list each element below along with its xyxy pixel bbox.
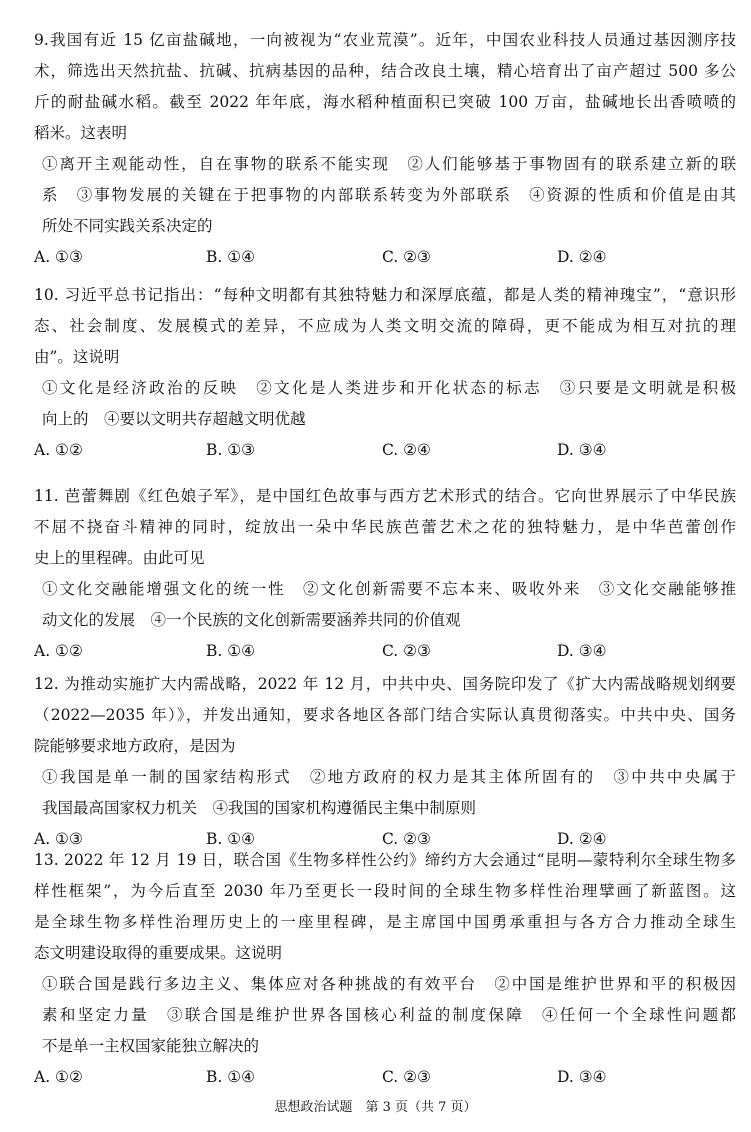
choice-a[interactable]: A. ①③ — [34, 248, 83, 266]
choice-b[interactable]: B. ①④ — [206, 642, 256, 660]
choice-d[interactable]: D. ③④ — [557, 1068, 607, 1086]
stem-line: 态文明建设取得的重要成果。这说明 — [34, 944, 283, 962]
stem-line: （2022—2035 年）》，并发出通知，要求各地区各部门结合实际认真贯彻落实。中共中央、国务 — [34, 706, 736, 724]
stem-line: 态、社会制度、发展模式的差异，不应成为人类文明交流的障碍，更不能成为相互对抗的理 — [34, 317, 736, 335]
choice-b[interactable]: B. ①③ — [206, 441, 256, 459]
option-line: 素和坚定力量 ③联合国是维护世界各国核心利益的制度保障 ④任何一个全球性问题都 — [42, 1006, 736, 1024]
stem-line: 样性框架”，为今后直至 2030 年乃至更长一段时间的全球生物多样性治理擘画了新蓝图。这 — [34, 882, 736, 900]
choice-b[interactable]: B. ①④ — [206, 248, 256, 266]
stem-line: 不屈不挠奋斗精神的同时，绽放出一朵中华民族芭蕾艺术之花的独特魅力，是中华芭蕾创作 — [34, 518, 736, 536]
question-12 — [34, 669, 736, 855]
choice-a[interactable]: A. ①③ — [34, 830, 83, 848]
option-line: ①文化是经济政治的反映 ②文化是人类进步和开化状态的标志 ③只要是文明就是积极 — [42, 379, 736, 397]
choice-d[interactable]: D. ②④ — [557, 830, 607, 848]
option-line: 动文化的发展 ④一个民族的文化创新需要涵养共同的价值观 — [42, 611, 461, 629]
option-line: 向上的 ④要以文明共存超越文明优越 — [42, 410, 306, 428]
option-line: ①文化交融能增强文化的统一性 ②文化创新需要不忘本来、吸收外来 ③文化交融能够推 — [42, 580, 736, 598]
stem-line: 由”。这说明 — [34, 348, 120, 366]
choice-d[interactable]: D. ②④ — [557, 248, 607, 266]
choice-c[interactable]: C. ②④ — [382, 441, 431, 459]
choice-b[interactable]: B. ①④ — [206, 1068, 256, 1086]
question-11 — [34, 481, 736, 667]
option-line: 所处不同实践关系决定的 — [42, 217, 213, 235]
question-stem — [34, 669, 736, 762]
choice-c[interactable]: C. ②③ — [382, 248, 431, 266]
stem-line: 斤的耐盐碱水稻。截至 2022 年年底，海水稻种植面积已突破 100 万亩，盐碱地长出香喷喷的 — [34, 93, 736, 111]
statement-options — [34, 373, 736, 435]
stem-line: 9.我国有近 15 亿亩盐碱地，一向被视为“农业荒漠”。近年，中国农业科技人员通过基因测序技 — [34, 31, 736, 49]
choice-d[interactable]: D. ③④ — [557, 441, 607, 459]
statement-options — [34, 969, 736, 1062]
choice-c[interactable]: C. ②③ — [382, 1068, 431, 1086]
stem-line: 是全球生物多样性治理历史上的一座里程碑，是主席国中国勇承重担与各方合力推动全球生 — [34, 913, 736, 931]
stem-line: 11. 芭蕾舞剧《红色娘子军》，是中国红色故事与西方艺术形式的结合。它向世界展示了中华民族 — [34, 487, 736, 505]
option-line: 我国最高国家权力机关 ④我国的国家机构遵循民主集中制原则 — [42, 799, 477, 817]
page-footer: 思想政治试题 第 3 页（共 7 页） — [274, 1100, 477, 1115]
choice-a[interactable]: A. ①② — [34, 441, 83, 459]
question-stem — [34, 481, 736, 574]
option-line: ①我国是单一制的国家结构形式 ②地方政府的权力是其主体所固有的 ③中共中央属于 — [42, 768, 736, 786]
stem-line: 稻米。这表明 — [34, 124, 128, 142]
stem-line: 10. 习近平总书记指出：“每种文明都有其独特魅力和深厚底蕴，都是人类的精神瑰宝”，“意识形 — [34, 286, 736, 304]
stem-line: 史上的里程碑。由此可见 — [34, 549, 205, 567]
answer-choices — [34, 636, 736, 667]
question-9 — [34, 25, 736, 273]
stem-line: 院能够要求地方政府，是因为 — [34, 737, 236, 755]
stem-line: 13. 2022 年 12 月 19 日，联合国《生物多样性公约》缔约方大会通过“昆明—蒙特利尔全球生物多 — [34, 851, 736, 869]
stem-line: 术，筛选出天然抗盐、抗碱、抗病基因的品种，结合改良土壤，精心培育出了亩产超过 500 多公 — [34, 62, 736, 80]
choice-c[interactable]: C. ②③ — [382, 642, 431, 660]
statement-options — [34, 762, 736, 824]
question-stem — [34, 845, 736, 969]
question-stem — [34, 25, 736, 149]
answer-choices — [34, 1062, 736, 1093]
answer-choices — [34, 242, 736, 273]
question-stem — [34, 280, 736, 373]
statement-options — [34, 574, 736, 636]
stem-line: 12. 为推动实施扩大内需战略，2022 年 12 月，中共中央、国务院印发了《扩大内需战略规划纲要 — [34, 675, 736, 693]
question-10 — [34, 280, 736, 466]
option-line: ①联合国是践行多边主义、集体应对各种挑战的有效平台 ②中国是维护世界和平的积极因 — [42, 975, 736, 993]
question-13 — [34, 845, 736, 1093]
choice-b[interactable]: B. ①④ — [206, 830, 256, 848]
option-line: 系 ③事物发展的关键在于把事物的内部联系转变为外部联系 ④资源的性质和价值是由其 — [42, 186, 736, 204]
statement-options — [34, 149, 736, 242]
option-line: 不是单一主权国家能独立解决的 — [42, 1037, 260, 1055]
choice-a[interactable]: A. ①② — [34, 642, 83, 660]
option-line: ①离开主观能动性，自在事物的联系不能实现 ②人们能够基于事物固有的联系建立新的联 — [42, 155, 736, 173]
answer-choices — [34, 435, 736, 466]
choice-d[interactable]: D. ③④ — [557, 642, 607, 660]
choice-c[interactable]: C. ②③ — [382, 830, 431, 848]
choice-a[interactable]: A. ①② — [34, 1068, 83, 1086]
